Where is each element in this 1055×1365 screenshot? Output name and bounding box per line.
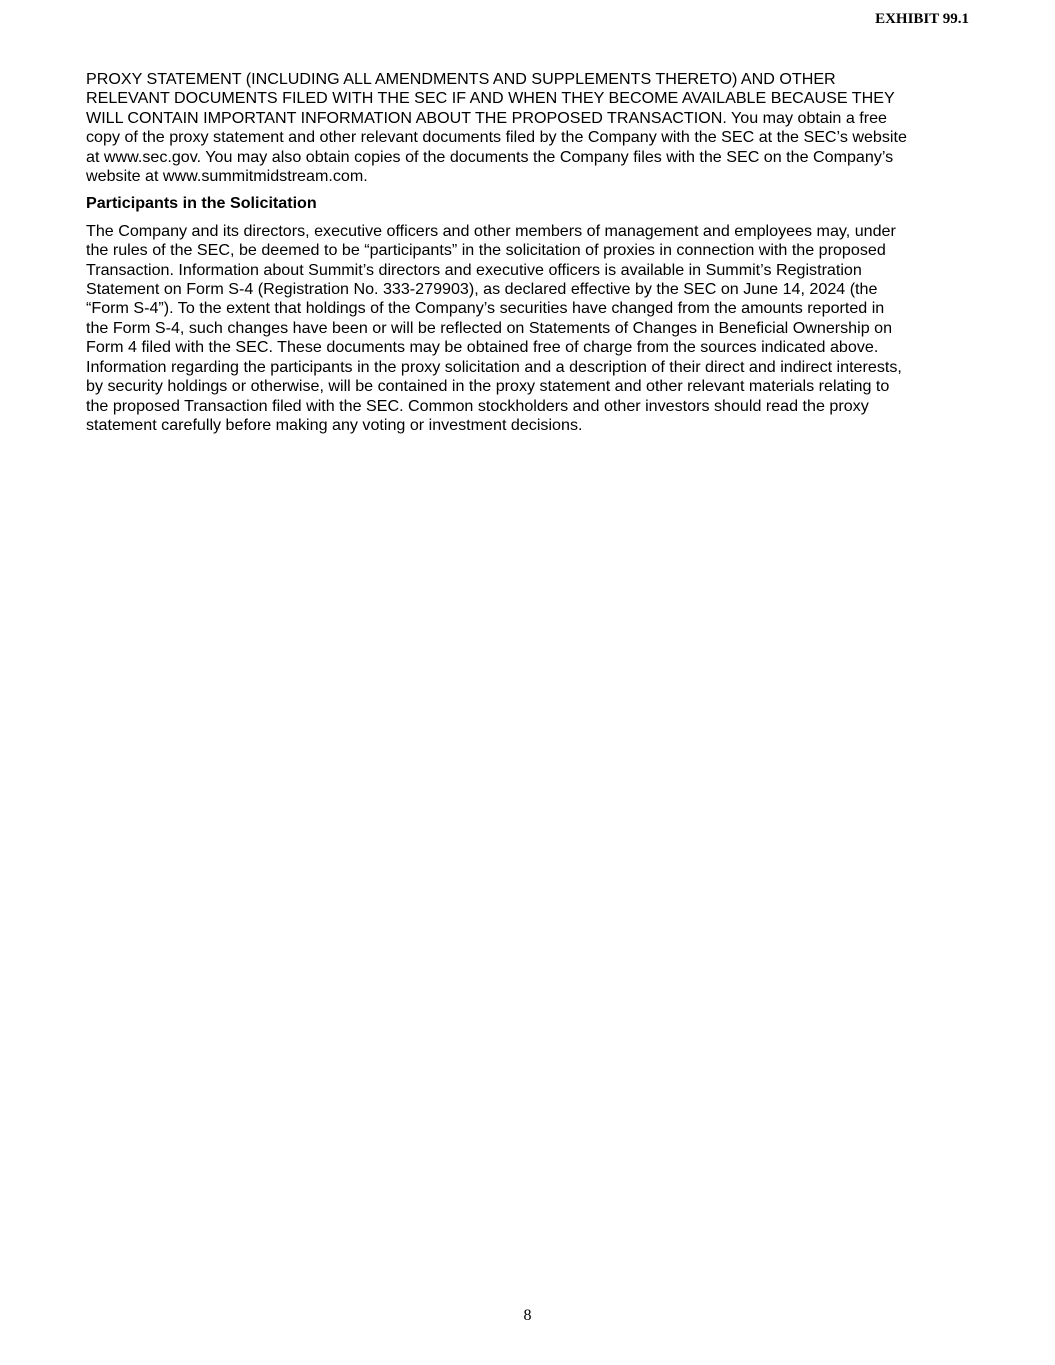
intro-paragraph: PROXY STATEMENT (INCLUDING ALL AMENDMENTS AND SUPPLEMENTS THERETO) AND OTHER RELEVANT DOCUMENTS FILED WITH THE SEC IF AND WHEN THEY BECOME AVAILABLE BECAUSE THEY WILL CONTAIN IMPORTANT INFORMATION ABOUT THE PROPOSED TRANSACTION. You may obtain a free copy of the proxy statement and other relevant documents filed by the Company with the SEC at the SEC’s website at www.sec.gov. You may also obtain copies of the documents the Company files with the SEC on the Company’s website at www.summitmidstream.com. xyxy=(86,70,907,186)
section-heading: Participants in the Solicitation xyxy=(86,194,317,213)
section-paragraph: The Company and its directors, executive officers and other members of management and employees may, under the rules of the SEC, be deemed to be “participants” in the solicitation of proxies in connection with the proposed Transaction. Information about Summit’s directors and executive officers is available in Summit’s Registration Statement on Form S-4 (Registration No. 333-279903), as declared effective by the SEC on June 14, 2024 (the “Form S-4”). To the extent that holdings of the Company’s securities have changed from the amounts reported in the Form S-4, such changes have been or will be reflected on Statements of Changes in Beneficial Ownership on Form 4 filed with the SEC. These documents may be obtained free of charge from the sources indicated above. Information regarding the participants in the proxy solicitation and a description of their direct and indirect interests, by security holdings or otherwise, will be contained in the proxy statement and other relevant materials relating to the proposed Transaction filed with the SEC. Common stockholders and other investors should read the proxy statement carefully before making any voting or investment decisions. xyxy=(86,221,902,434)
document-body xyxy=(86,70,972,435)
page-number: 8 xyxy=(523,1307,532,1324)
exhibit-label: EXHIBIT 99.1 xyxy=(875,11,969,27)
